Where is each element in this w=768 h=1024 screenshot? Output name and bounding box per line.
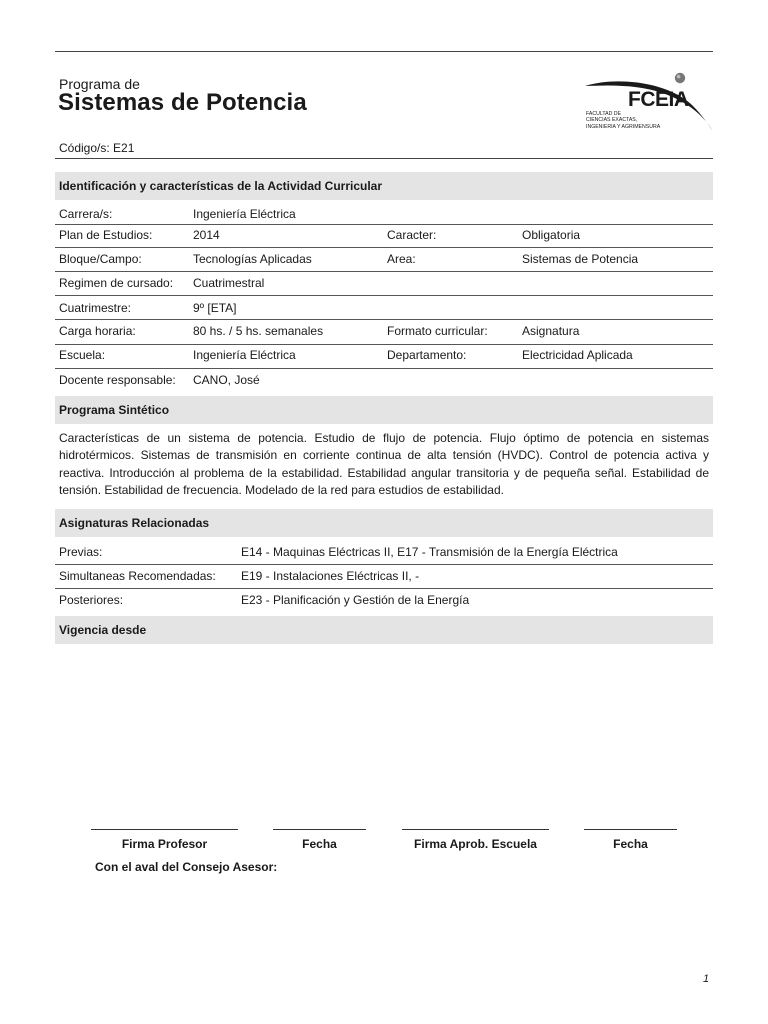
related-value: E14 - Maquinas Eléctricas II, E17 - Transmisión de la Energía Eléctrica [241, 545, 618, 559]
info-label: Departamento: [387, 348, 467, 362]
signature-line-escuela [402, 829, 549, 830]
info-value: Asignatura [522, 324, 580, 338]
logo-subtitle-line: INGENIERIA Y AGRIMENSURA [586, 123, 661, 130]
related-row [55, 540, 713, 564]
related-row [55, 564, 713, 588]
info-label: Bloque/Campo: [59, 252, 142, 266]
pretitle: Programa de [59, 76, 140, 92]
info-label: Regimen de cursado: [59, 276, 174, 290]
info-label: Formato curricular: [387, 324, 488, 338]
fecha-label: Fecha [613, 837, 648, 851]
fceia-logo [583, 70, 715, 140]
fecha-label: Fecha [302, 837, 337, 851]
related-value: E19 - Instalaciones Eléctricas II, - [241, 569, 420, 583]
info-value: 80 hs. / 5 hs. semanales [193, 324, 324, 338]
info-value: 2014 [193, 228, 220, 242]
info-row [55, 223, 713, 247]
aval-consejo: Con el aval del Consejo Asesor: [95, 860, 278, 874]
signature-line-profesor [91, 829, 238, 830]
section-identificacion-heading: Identificación y características de la Actividad Curricular [55, 172, 713, 200]
info-value: Tecnologías Aplicadas [193, 252, 312, 266]
section-sintetico-heading: Programa Sintético [55, 396, 713, 424]
section-relacionadas-heading: Asignaturas Relacionadas [55, 509, 713, 537]
course-code: Código/s: E21 [59, 141, 135, 155]
signature-line-fecha1 [273, 829, 366, 830]
header-top-rule [55, 51, 713, 52]
section-vigencia-heading: Vigencia desde [55, 616, 713, 644]
info-label: Carrera/s: [59, 207, 113, 221]
info-row [55, 368, 713, 392]
related-label: Posteriores: [59, 593, 124, 607]
related-label: Simultaneas Recomendadas: [59, 569, 216, 583]
logo-subtitle-line: FACULTAD DE [586, 111, 621, 117]
info-value: Electricidad Aplicada [522, 348, 633, 362]
info-label: Area: [387, 252, 416, 266]
signature-line-fecha2 [584, 829, 677, 830]
info-label: Caracter: [387, 228, 437, 242]
related-row [55, 588, 713, 612]
info-value: Ingeniería Eléctrica [193, 348, 296, 362]
info-label: Cuatrimestre: [59, 301, 132, 315]
info-label: Carga horaria: [59, 324, 136, 338]
info-label: Docente responsable: [59, 373, 176, 387]
logo-subtitle-line: CIENCIAS EXACTAS, [586, 117, 638, 124]
info-row [55, 247, 713, 271]
related-value: E23 - Planificación y Gestión de la Energía [241, 593, 470, 607]
logo-subtitle [586, 111, 660, 130]
info-value: Sistemas de Potencia [522, 252, 639, 266]
info-row [55, 296, 713, 320]
logo-name: FCEIA [628, 88, 689, 111]
sintetico-text: Características de un sistema de potencia. Estudio de flujo de potencia. Flujo óptimo de potencia en sistemas hidrotérmicos. Sistemas de transmisión en corriente continua de alta tensión (HVDC). Control de potencia activa y reactiva. Introducción al problema de la estabilidad. Estabilidad angular transitoria y de pequeña señal. Estabilidad de tensión. Estabilidad de frecuencia. Modelado de la red para estudios de estabilidad. [59, 431, 709, 498]
header-bottom-rule [55, 158, 713, 159]
firma-profesor-label: Firma Profesor [121, 837, 208, 851]
info-row [55, 271, 713, 295]
info-row [55, 343, 713, 367]
firma-escuela-label: Firma Aprob. Escuela [414, 837, 537, 851]
info-row [55, 319, 713, 343]
info-label: Plan de Estudios: [59, 228, 153, 242]
info-value: CANO, José [193, 373, 260, 387]
info-value: Obligatoria [522, 228, 581, 242]
info-value: 9º [ETA] [193, 301, 237, 315]
info-label: Escuela: [59, 348, 106, 362]
page-title: Sistemas de Potencia [58, 89, 307, 116]
info-value: Cuatrimestral [193, 276, 265, 290]
info-value: Ingeniería Eléctrica [193, 207, 296, 221]
page-number: 1 [703, 973, 710, 985]
related-label: Previas: [59, 545, 103, 559]
